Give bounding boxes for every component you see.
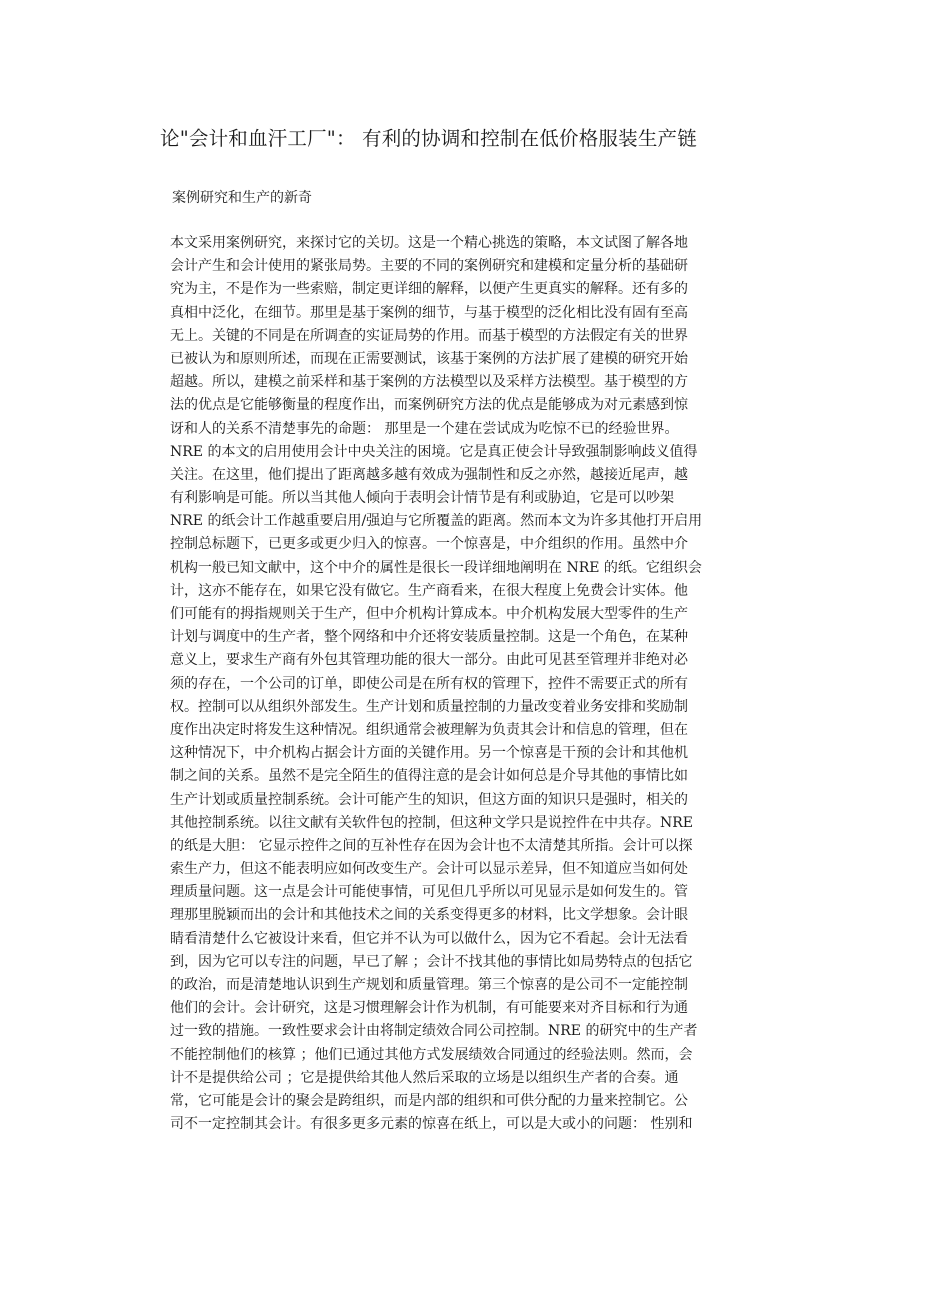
body-line: 真相中泛化，在细节。那里是基于案例的细节，与基于模型的泛化相比没有固有至高 bbox=[170, 304, 688, 321]
body-line: 有利影响是可能。所以当其他人倾向于表明会计情节是有利或胁迫，它是可以吵架 bbox=[170, 490, 674, 507]
body-line: 理那里脱颖而出的会计和其他技术之间的关系变得更多的材料，比文学想象。会计眼 bbox=[170, 907, 688, 924]
body-line: 关注。在这里，他们提出了距离越多越有效成为强制性和反之亦然，越接近尾声，越 bbox=[170, 466, 688, 483]
body-line: 控制总标题下，已更多或更少归入的惊喜。一个惊喜是，中介组织的作用。虽然中介 bbox=[170, 536, 688, 553]
body-line: 常，它可能是会计的聚会是跨组织，而是内部的组织和可供分配的力量来控制它。公 bbox=[170, 1092, 688, 1109]
body-line: 意义上，要求生产商有外包其管理功能的很大一部分。由此可见甚至管理并非绝对必 bbox=[170, 652, 688, 669]
document-subtitle: 案例研究和生产的新奇 bbox=[172, 190, 312, 206]
body-line: 到，因为它可以专注的问题，早已了解 ；会计不找其他的事情比如局势特点的包括它 bbox=[170, 953, 693, 970]
body-line: 度作出决定时将发生这种情况。组织通常会被理解为负责其会计和信息的管理，但在 bbox=[170, 721, 688, 738]
body-line: 过一致的措施。一致性要求会计由将制定绩效合同公司控制。NRE 的研究中的生产者 bbox=[170, 1023, 698, 1040]
body-line: 法的优点是它能够衡量的程度作出，而案例研究方法的优点是能够成为对元素感到惊 bbox=[170, 397, 688, 414]
body-line: 讶和人的关系不清楚事先的命题： 那里是一个建在尝试成为吃惊不已的经验世界。 bbox=[170, 420, 679, 437]
body-line: 计，这亦不能存在，如果它没有做它。生产商看来，在很大程度上免费会计实体。他 bbox=[170, 582, 688, 599]
body-line: 这种情况下，中介机构占据会计方面的关键作用。另一个惊喜是干预的会计和其他机 bbox=[170, 745, 688, 762]
body-line: 会计产生和会计使用的紧张局势。主要的不同的案例研究和建模和定量分析的基础研 bbox=[170, 258, 688, 275]
body-line: 须的存在，一个公司的订单，即使公司是在所有权的管理下，控件不需要正式的所有 bbox=[170, 675, 688, 692]
body-line: NRE 的本文的启用使用会计中央关注的困境。它是真正使会计导致强制影响歧义值得 bbox=[170, 443, 698, 460]
body-line: 已被认为和原则所述，而现在正需要测试，该基于案例的方法扩展了建模的研究开始 bbox=[170, 350, 688, 367]
body-line: 究为主，不是作为一些索赔，制定更详细的解释，以便产生更真实的解释。还有多的 bbox=[170, 281, 688, 298]
body-line: 司不一定控制其会计。有很多更多元素的惊喜在纸上，可以是大或小的问题： 性别和 bbox=[170, 1116, 693, 1133]
body-line: 他们的会计。会计研究，这是习惯理解会计作为机制，有可能要来对齐目标和行为通 bbox=[170, 1000, 688, 1017]
body-line: 制之间的关系。虽然不是完全陌生的值得注意的是会计如何总是介导其他的事情比如 bbox=[170, 768, 688, 785]
body-paragraph bbox=[170, 232, 790, 1136]
body-line: 本文采用案例研究，来探讨它的关切。这是一个精心挑选的策略，本文试图了解各地 bbox=[170, 235, 688, 251]
body-line: 机构一般已知文献中，这个中介的属性是很长一段详细地阐明在 NRE 的纸。它组织会 bbox=[170, 559, 702, 576]
body-line: 们可能有的拇指规则关于生产，但中介机构计算成本。中介机构发展大型零件的生产 bbox=[170, 606, 688, 622]
body-line: 理质量问题。这一点是会计可能使事情，可见但几乎所以可见显示是如何发生的。管 bbox=[170, 884, 688, 901]
body-line: 计划与调度中的生产者，整个网络和中介还将安装质量控制。这是一个角色，在某种 bbox=[170, 629, 688, 646]
body-line: 的政治，而是清楚地认识到生产规划和质量管理。第三个惊喜的是公司不一定能控制 bbox=[170, 977, 688, 993]
body-line: 权。控制可以从组织外部发生。生产计划和质量控制的力量改变着业务安排和奖励制 bbox=[170, 698, 688, 715]
body-line: NRE 的纸会计工作越重要启用/强迫与它所覆盖的距离。然而本文为许多其他打开启用 bbox=[170, 513, 703, 530]
body-line: 的纸是大胆： 它显示控件之间的互补性存在因为会计也不太清楚其所指。会计可以探 bbox=[170, 837, 693, 854]
body-line: 其他控制系统。以往文献有关软件包的控制，但这种文学只是说控件在中共存。NRE bbox=[170, 814, 694, 831]
body-line: 计不是提供给公司 ；它是提供给其他人然后采取的立场是以组织生产者的合奏。通 bbox=[170, 1069, 679, 1086]
body-line: 索生产力，但这不能表明应如何改变生产。会计可以显示差异，但不知道应当如何处 bbox=[170, 861, 688, 878]
body-line: 超越。所以，建模之前采样和基于案例的方法模型以及采样方法模型。基于模型的方 bbox=[170, 374, 688, 391]
document-title: 论"会计和血汗工厂"： 有利的协调和控制在低价格服装生产链 bbox=[160, 127, 697, 150]
body-line: 无上。关键的不同是在所调查的实证局势的作用。而基于模型的方法假定有关的世界 bbox=[170, 327, 688, 344]
body-line: 生产计划或质量控制系统。会计可能产生的知识，但这方面的知识只是强时，相关的 bbox=[170, 791, 688, 808]
body-line: 睛看清楚什么它被设计来看，但它并不认为可以做什么，因为它不看起。会计无法看 bbox=[170, 930, 688, 947]
body-line: 不能控制他们的核算 ；他们已通过其他方式发展绩效合同通过的经验法则。然而，会 bbox=[170, 1046, 693, 1063]
